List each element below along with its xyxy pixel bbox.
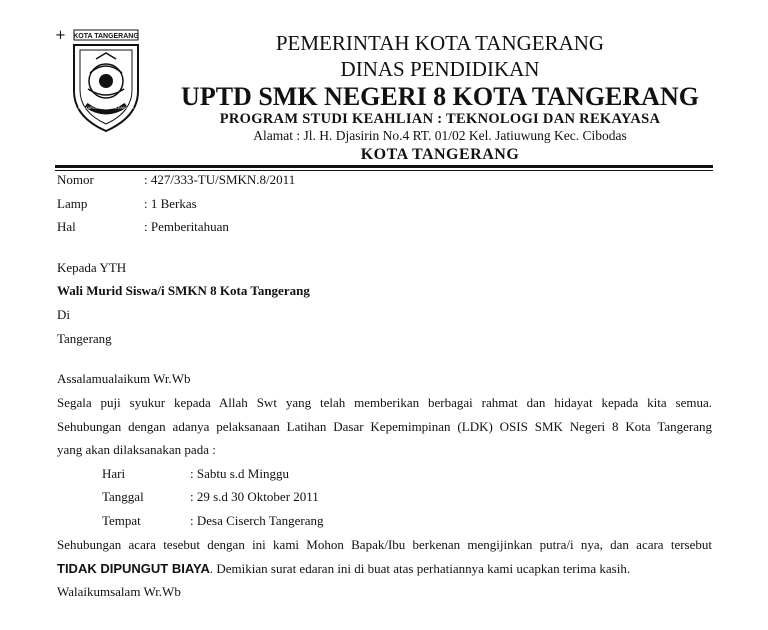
header-department: DINAS PENDIDIKAN [340,57,540,81]
paragraph-2-line-1: Sehubungan dengan adanya pelaksanaan Latihan Dasar Kepemimpinan (LDK) OSIS SMK Negeri 8 Kota Tangerang [57,419,712,434]
paragraph-3-rest: . Demikian surat edaran ini di buat atas perhatiannya kami ucapkan terima kasih. [209,561,631,576]
recipient-place: Tangerang [57,331,112,346]
emblem-ring-text: LAH KARYA ADHI KERTA RAHARJA [78,106,134,110]
detail-value-hari: : Sabtu s.d Minggu [190,466,289,481]
paragraph-2-line-2: yang akan dilaksanakan pada : [57,442,216,457]
emblem-label: KOTA TANGERANG [73,33,139,40]
recipient-di: Di [57,307,70,322]
city-emblem-icon [66,29,146,135]
detail-label-hari: Hari [102,466,126,481]
detail-label-tanggal: Tanggal [102,489,144,504]
plus-mark: + [55,28,66,43]
meta-value-hal: : Pemberitahuan [144,219,229,234]
meta-label-hal: Hal [57,219,76,234]
header-address: Alamat : Jl. H. Djasirin No.4 RT. 01/02 Kel. Jatiuwung Kec. Cibodas [253,128,627,143]
detail-value-tanggal: : 29 s.d 30 Oktober 2011 [190,489,319,504]
recipient-salutation: Kepada YTH [57,260,127,275]
greeting: Assalamualaikum Wr.Wb [57,371,191,386]
paragraph-1: Segala puji syukur kepada Allah Swt yang telah memberikan berbagai rahmat dan hidayat kepada kita semua. [57,395,712,410]
paragraph-3-line-1: Sehubungan acara tesebut dengan ini kami Mohon Bapak/Ibu berkenan mengijinkan putra/i nya, dan acara tersebut [57,537,712,552]
recipient-name: Wali Murid Siswa/i SMKN 8 Kota Tangerang [57,283,310,298]
header-school: UPTD SMK NEGERI 8 KOTA TANGERANG [181,82,699,111]
header-divider-thick [55,165,713,168]
header-divider-thin [55,170,713,171]
meta-label-nomor: Nomor [57,172,94,187]
no-fee-notice: TIDAK DIPUNGUT BIAYA [57,561,210,576]
paragraph-3-line-2 [57,561,630,577]
detail-value-tempat: : Desa Ciserch Tangerang [190,513,324,528]
meta-value-lamp: : 1 Berkas [144,196,197,211]
header-government: PEMERINTAH KOTA TANGERANG [275,31,605,55]
header-city: KOTA TANGERANG [360,146,520,163]
meta-label-lamp: Lamp [57,196,88,211]
closing: Walaikumsalam Wr.Wb [57,584,181,599]
header-program: PROGRAM STUDI KEAHLIAN : TEKNOLOGI DAN REKAYASA [219,111,661,127]
detail-label-tempat: Tempat [102,513,141,528]
meta-value-nomor: : 427/333-TU/SMKN.8/2011 [144,172,296,187]
